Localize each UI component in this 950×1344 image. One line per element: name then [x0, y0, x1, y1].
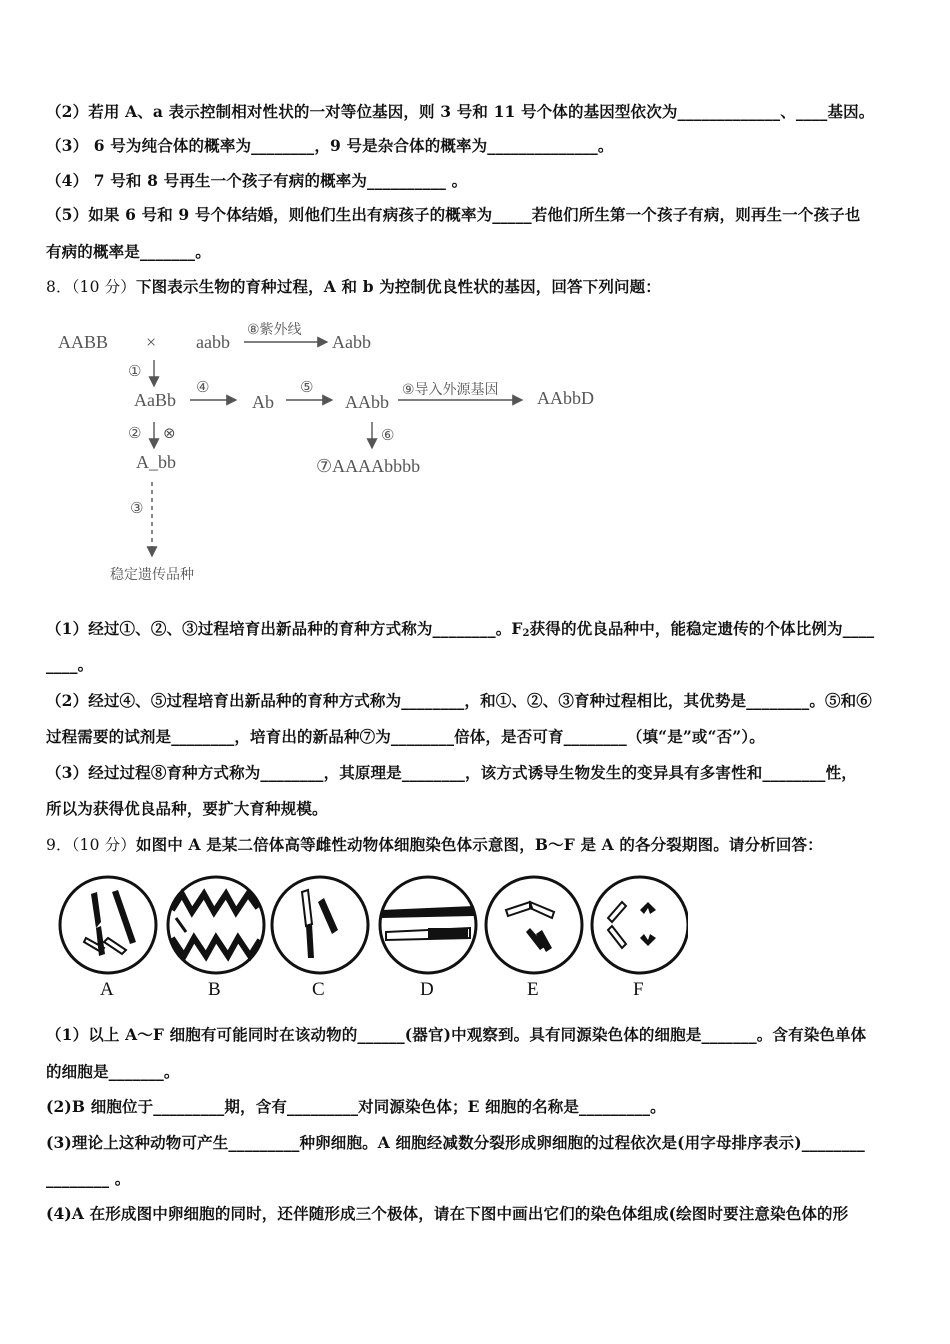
q8-part3-line1: （3）经过过程⑧育种方式称为________，其原理是________，该方式诱导生物发生的变异具有多害性和________性，	[46, 763, 857, 782]
q9-part1-line2: 的细胞是_______。	[46, 1062, 180, 1081]
cell-E	[486, 877, 582, 973]
cross-symbol: ×	[146, 332, 157, 352]
q8-part2-line2: 过程需要的试剂是________，培育出的新品种⑦为________倍体，是否可育________（填“是”或“否”）。	[46, 727, 765, 746]
step5-label: ⑤	[300, 378, 314, 396]
step2-label: ②	[128, 424, 142, 442]
step3-label: ③	[130, 499, 144, 517]
q9-stem	[46, 834, 823, 856]
genotype-AaBb: AaBb	[134, 390, 176, 410]
q8-part3-line2: 所以为获得优良品种，要扩大育种规模。	[46, 799, 328, 818]
step7-polyploid: ⑦AAAAbbbb	[316, 456, 421, 476]
q8-part2-line1: （2）经过④、⑤过程培育出新品种的育种方式称为________，和①、②、③育种过程相比，其优势是________。⑤和⑥	[46, 691, 872, 710]
genotype-Aabb: Aabb	[332, 332, 371, 352]
step8-label: ⑧紫外线	[247, 322, 302, 338]
genotype-AAbb: AAbb	[345, 392, 389, 412]
q8-number: 8．（10 分）	[46, 278, 136, 296]
q9-part2: (2)B 细胞位于_________期，含有_________对同源染色体；E 细胞的名称是_________。	[46, 1097, 666, 1116]
cell-C	[272, 877, 368, 973]
q7-part4: （4） 7 号和 8 号再生一个孩子有病的概率为__________ 。	[46, 171, 468, 190]
genotype-Ab: Ab	[252, 392, 274, 412]
stable-variety-label: 稳定遗传品种	[110, 567, 194, 583]
step4-label: ④	[196, 378, 210, 396]
genotype-A_bb: A_bb	[136, 452, 176, 472]
cell-label-F: F	[633, 979, 644, 1000]
q9-part3-line2: ________ 。	[46, 1169, 131, 1188]
q9-part1-line1: （1）以上 A～F 细胞有可能同时在该动物的______(器官)中观察到。具有同源染色体的细胞是_______。含有染色单体	[46, 1025, 867, 1044]
q9-part4: (4)A 在形成图中卵细胞的同时，还伴随形成三个极体，请在下图中画出它们的染色体组成(绘图时要注意染色体的形	[46, 1204, 849, 1223]
q8-stem	[46, 276, 661, 298]
q9-number: 9．（10 分）	[46, 836, 136, 854]
cell-label-B: B	[208, 979, 221, 1000]
q7-part3: （3） 6 号为纯合体的概率为________，9 号是杂合体的概率为______________。	[46, 136, 614, 155]
cell-F	[592, 877, 688, 973]
cell-division-figure	[56, 872, 688, 1002]
q8-part1-line1: （1）经过①、②、③过程培育出新品种的育种方式称为________。$F_2$获得的优良品种中，能稳定遗传的个体比例为____	[46, 619, 875, 639]
cell-D	[380, 877, 476, 973]
q9-stem-text: 如图中 A 是某二倍体高等雌性动物体细胞染色体示意图，B～F 是 A 的各分裂期图。请分析回答：	[135, 835, 823, 854]
step6-label: ⑥	[381, 426, 395, 444]
q7-part5-line2: 有病的概率是_______。	[46, 242, 211, 261]
genotype-AABB: AABB	[58, 332, 109, 352]
cell-label-E: E	[527, 979, 539, 1000]
step1-label: ①	[128, 362, 142, 380]
cell-label-C: C	[312, 979, 325, 1000]
genotype-AAbbD: AAbbD	[537, 388, 594, 408]
cell-label-A: A	[100, 979, 114, 1000]
q8-stem-text: 下图表示生物的育种过程，A 和 b 为控制优良性状的基因，回答下列问题：	[135, 277, 661, 296]
q7-part5-line1: （5）如果 6 号和 9 号个体结婚，则他们生出有病孩子的概率为_____若他们所生第一个孩子有病，则再生一个孩子也	[46, 205, 861, 224]
breeding-diagram	[50, 316, 620, 588]
cell-A	[60, 877, 156, 973]
q7-part2: （2）若用 A、a 表示控制相对性状的一对等位基因，则 3 号和 11 号个体的基因型依次为_____________、____基因。	[46, 102, 875, 121]
step9-label: ⑨导入外源基因	[402, 382, 499, 398]
cell-B	[168, 877, 264, 973]
genotype-aabb: aabb	[196, 332, 230, 352]
q8-part1-line2: ____。	[46, 655, 94, 674]
cell-label-D: D	[420, 979, 434, 1000]
selfing-symbol: ⊗	[163, 424, 176, 442]
q9-part3-line1: (3)理论上这种动物可产生_________种卵细胞。A 细胞经减数分裂形成卵细胞的过程依次是(用字母排序表示)________	[46, 1133, 865, 1152]
